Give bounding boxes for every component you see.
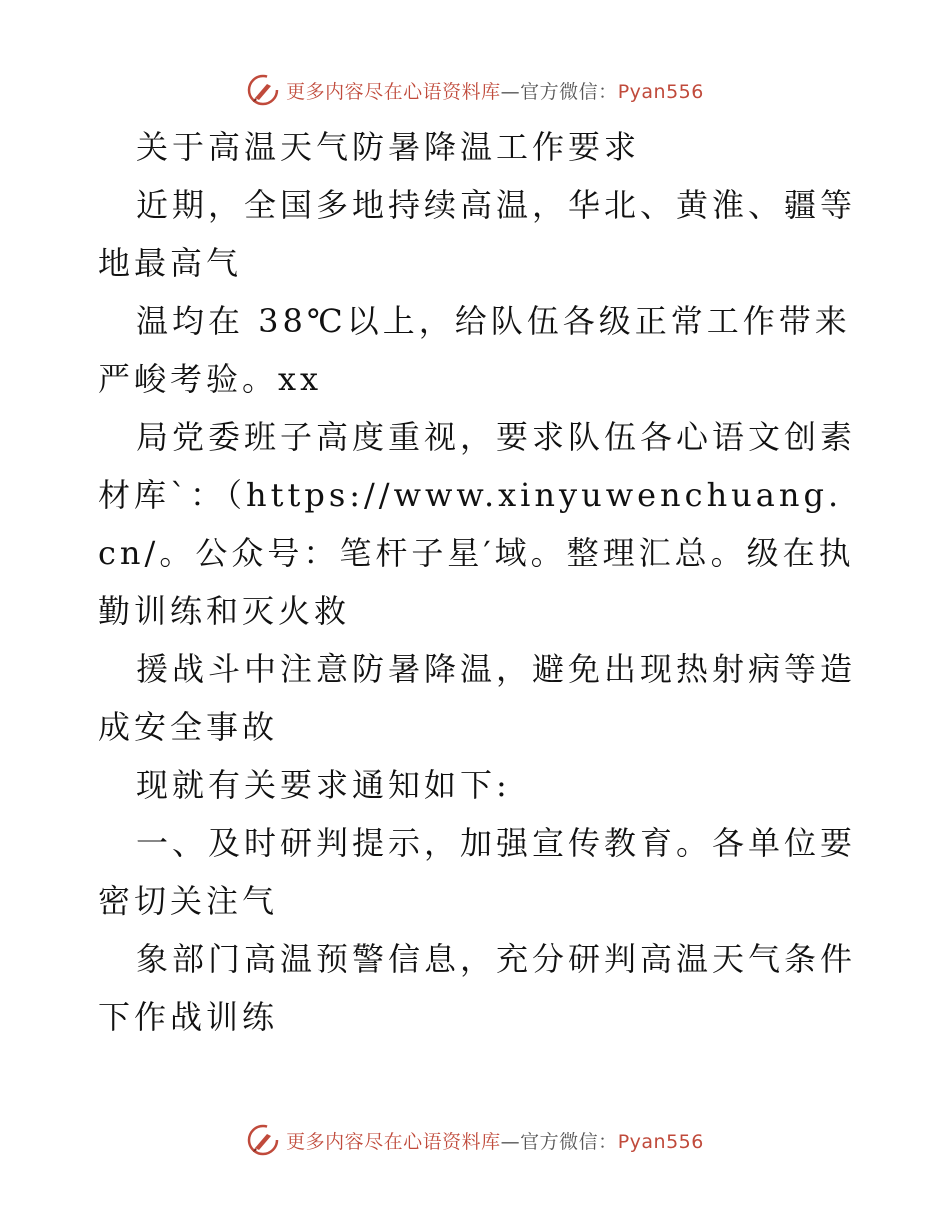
paragraph: 现就有关要求通知如下: [136, 766, 511, 804]
paragraph: 近期，全国多地持续高温，华北、黄淮、疆等地最高气 [98, 186, 857, 282]
watermark-main: 更多内容尽在心语资料库 [286, 80, 501, 103]
watermark-label: 官方微信： [520, 80, 618, 103]
pen-logo-icon [246, 1123, 280, 1157]
watermark-handle: Pyan556 [617, 80, 704, 103]
watermark-text [286, 77, 704, 104]
watermark-separator: — [500, 1130, 521, 1153]
paragraph: 温均在 38℃以上，给队伍各级正常工作带来严峻考验。xx [98, 302, 851, 398]
paragraph: 局党委班子高度重视，要求队伍各心语文创素材库`：（https://www.xinyuwenchuang.cn/。公众号：笔杆子星′域。整理汇总。级在执勤训练和灭火救 [98, 418, 857, 630]
watermark-label: 官方微信： [520, 1130, 618, 1153]
pen-logo-icon [246, 73, 280, 107]
paragraph: 援战斗中注意防暑降温，避免出现热射病等造成安全事故 [98, 650, 857, 746]
document-body [98, 118, 858, 1046]
paragraph: 一、及时研判提示，加强宣传教育。各单位要密切关注气 [98, 824, 857, 920]
watermark-text [286, 1127, 704, 1154]
watermark-handle: Pyan556 [617, 1130, 704, 1153]
document-title: 关于高温天气防暑降温工作要求 [136, 128, 641, 166]
watermark-footer [0, 1120, 950, 1160]
watermark-header [0, 70, 950, 110]
watermark-main: 更多内容尽在心语资料库 [286, 1130, 501, 1153]
watermark-separator: — [500, 80, 521, 103]
paragraph: 象部门高温预警信息，充分研判高温天气条件下作战训练 [98, 940, 857, 1036]
